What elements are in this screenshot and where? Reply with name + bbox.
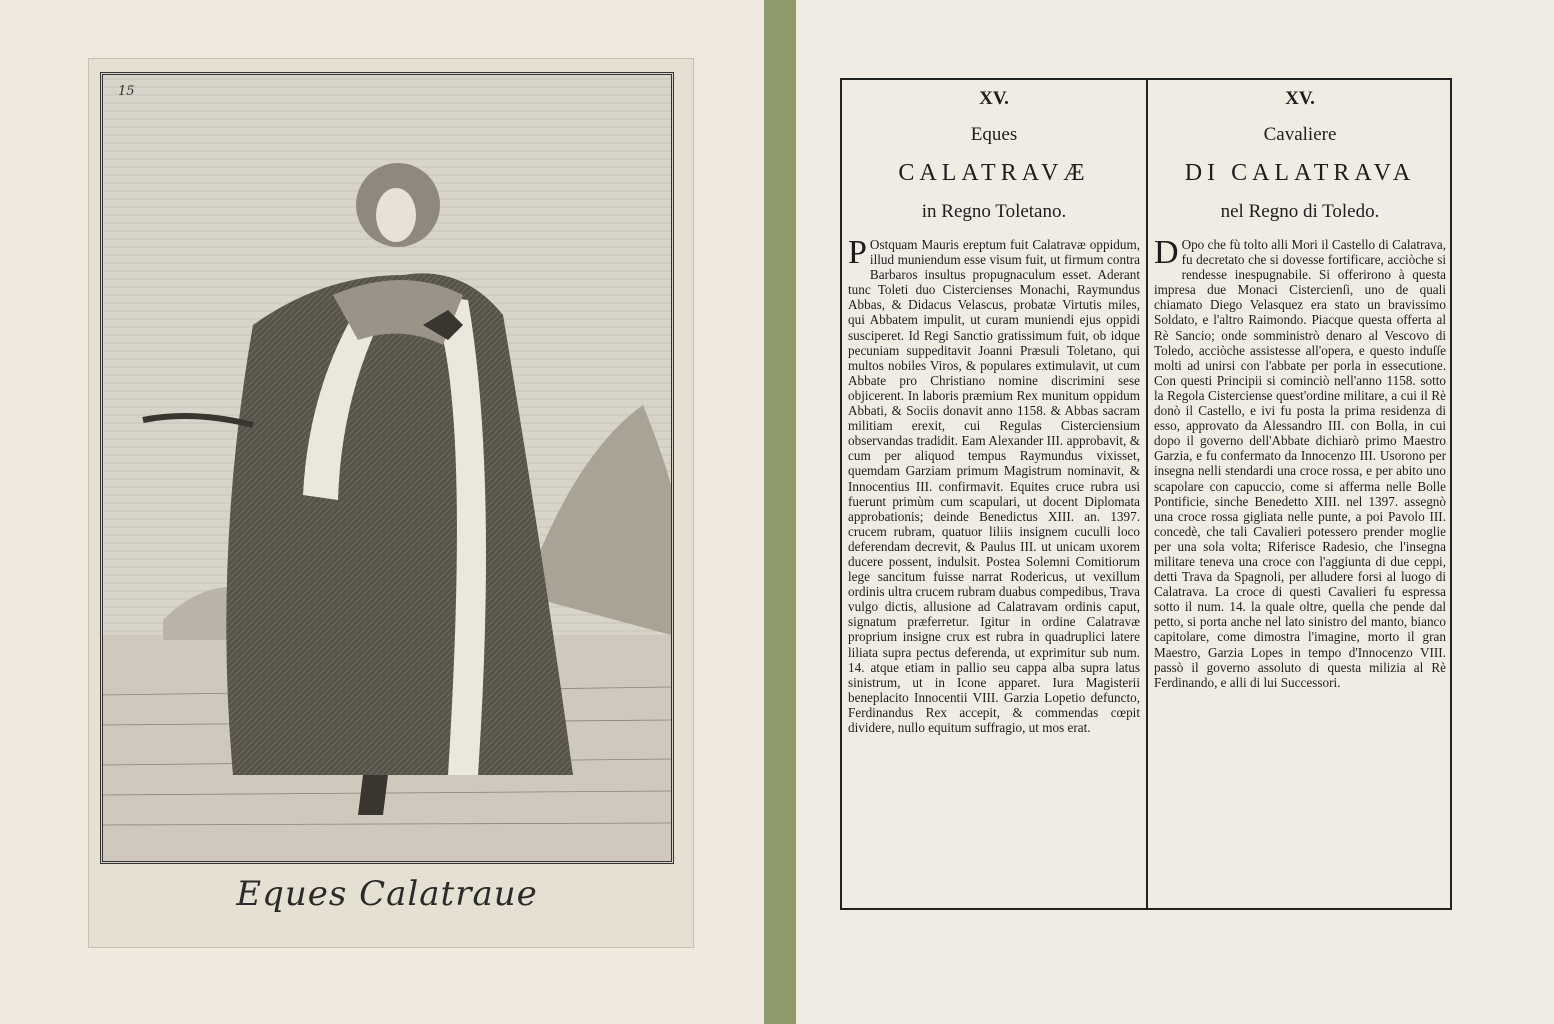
italian-numeral: XV.: [1285, 88, 1315, 109]
column-divider: [1146, 78, 1148, 910]
italian-column: [1154, 86, 1446, 690]
italian-region: nel Regno di Toledo.: [1220, 201, 1380, 222]
latin-body: [848, 234, 1140, 735]
book-gutter: [764, 0, 796, 1024]
latin-region: in Regno Toletano.: [921, 201, 1067, 222]
plate-caption: Eques Calatraue: [236, 874, 538, 914]
italian-dropcap: D: [1154, 234, 1179, 271]
italian-order: DI CALATRAVA: [1184, 160, 1416, 186]
latin-order: CALATRAVÆ: [898, 160, 1090, 186]
engraving-illustration: [100, 72, 674, 864]
latin-numeral: XV.: [979, 88, 1009, 109]
latin-title: Eques: [970, 124, 1018, 145]
latin-dropcap: P: [848, 234, 867, 271]
plate-number: 15: [118, 84, 135, 99]
italian-title: Cavaliere: [1263, 124, 1337, 145]
italian-body-text: Opo che fù tolto alli Mori il Castello di Calatrava, fu decretato che si dovesse fortificare, acciòche si rendesse inespugnabile. Si offerirono à questa impresa due Monaci Cistercienſi, uno de quali chiamato Diego Velasquez era stato un bravissimo Soldato, e l'altro Raimondo. Piacque questa offerta al Rè Sancio; onde somministrò denaro al Vescovo di Toledo, acciòche assistesse all'opera, e questo induſſe molti ad unirsi con l'abbate per porla in essecutione. Con questi Principii si cominciò nell'anno 1158. sotto la Regola Cisterciense quest'ordine militare, a cui il Rè donò il Castello, e ivi fu posta la prima residenza di esso, approvato da Alessandro III. con Bolla, in cui dopo il governo dell'Abbate dichiarò primo Maestro Garzia, e fu confermato da Innocenzo III. Usorono per insegna nelli stendardi una croce rossa, e per abito uno scapolare con capuccio, come si afferma nelle Bolle Pontificie, sinche Benedetto XIII. nel 1397. assegnò una croce rossa gigliata nelle punte, a poi Pavolo III. concedè, che tali Cavalieri potessero prender moglie per una sola volta; Riferisce Radesio, che l'insegna militare teneva una croce con l'aggiunta di due ceppi, detti Trava da Spagnoli, per alludere forsi al luogo di Calatrava. La croce di questi Cavalieri fu espressa sotto il num. 14. la quale oltre, quella che pende dal petto, si porta anche nel lato sinistro del manto, bianco capitolare, come dimostra l'imagine, morto il gran Maestro, Garzia Lopes in tempo d'Innocenzo VIII. passò il governo assoluto di questa milizia al Rè Ferdinando, e alli di lui Successori.: [1154, 237, 1446, 690]
italian-body: [1154, 234, 1446, 690]
latin-body-text: Ostquam Mauris ereptum fuit Calatravæ oppidum, illud muniendum esse visum fuit, ut firmum contra Barbaros insultus propugnaculum esset. Aderant tunc Toleti duo Cistercienses Monachi, Raymundus Abbas, & Didacus Velascus, probatæ Virtutis miles, qui Abbatem impulit, ut curam muniendi ejus oppidi susciperet. Id Regi Sanctio gratissimum fuit, ob idque pecuniam suppeditavit Joanni Præsuli Toletano, qui multos nobiles Viros, & populares extimulavit, ut cum Abbate pro Christiano nomine discrimini sese objicerent. In laboris præmium Rex munitum oppidum Abbati, & Sociis donavit anno 1158. & Abbas sacram militiam erexit, cui Regulas Cisterciensium observandas tradidit. Eam Alexander III. approbavit, & cum per aliquod tempus Raymundus vixisset, quemdam Garziam primum Magistrum nominavit, & Innocentius III. confirmavit. Equites cruce rubra usi fuerunt primùm cum scapulari, ut docent Diplomata approbationis; deinde Benedictus XIII. an. 1397. crucem rubram, quatuor liliis insignem cuculli loco deferendam decrevit, & Paulus III. ut unicam uxorem ducere possent, indulsit. Postea Solemni Comitiorum lege sancitum fuisse narrat Rodericus, ut vexillum ordinis ultra crucem rubram duabus compedibus, Trava vulgo dictis, allusione ad Calatravam ordinis caput, signatum præferretur. Igitur in ordine Calatravæ proprium insigne crux est rubra in quadruplici latere liliata supra pectus deferenda, ut exprimitur sub num. 14. atque etiam in pallio seu cappa alba supra latus sinistrum, ut in Icone apparet. Iura Magisterii beneplacito Innocentii VIII. Garzia Lopetio defuncto, Ferdinandus Rex accepit, & commendas cœpit dividere, nullo equitum suffragio, ut mos erat.: [848, 237, 1140, 735]
latin-column: [848, 86, 1140, 735]
